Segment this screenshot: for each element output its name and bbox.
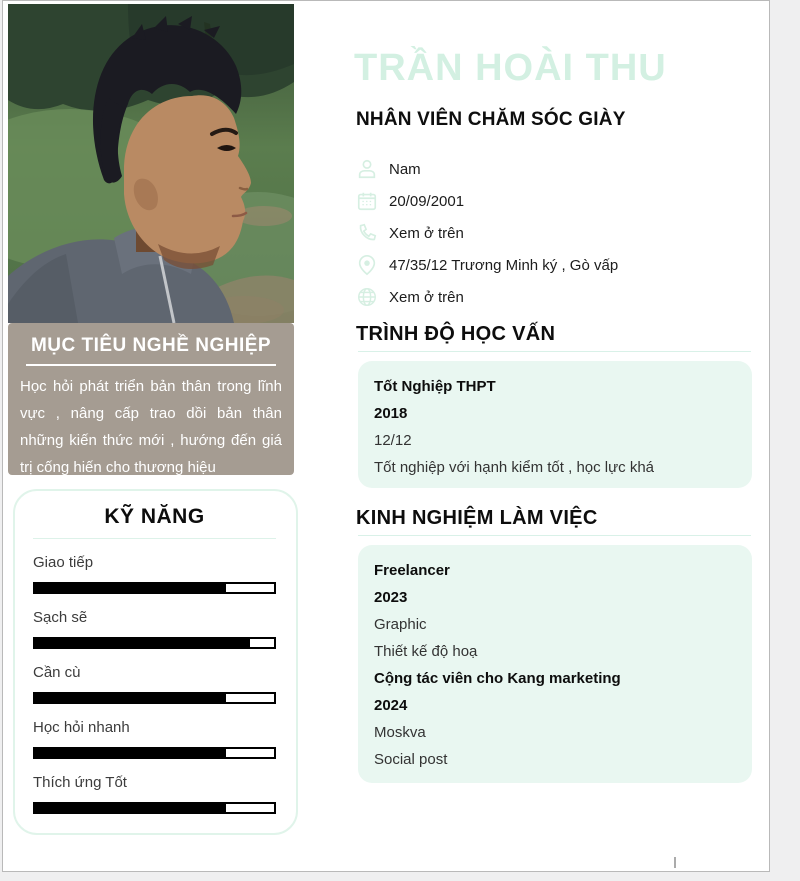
education-divider — [358, 351, 751, 352]
education-note: Tốt nghiệp với hạnh kiểm tốt , học lực khá — [374, 459, 655, 476]
contact-row-gender — [356, 153, 752, 185]
skill-label: Cần cù — [33, 664, 81, 681]
skill-bar — [33, 802, 276, 814]
education-school: Tốt Nghiệp THPT — [374, 378, 496, 395]
experience-heading: KINH NGHIỆM LÀM VIỆC — [356, 507, 598, 529]
skills-divider — [33, 538, 276, 539]
contact-value: 20/09/2001 — [389, 192, 465, 210]
skill-label: Thích ứng Tốt — [33, 774, 127, 791]
objective-title: MỤC TIÊU NGHỀ NGHIỆP — [26, 335, 276, 366]
contact-value: Xem ở trên — [389, 288, 464, 306]
education-card — [358, 361, 752, 488]
contact-value: Xem ở trên — [389, 224, 464, 242]
contact-row-website — [356, 281, 752, 313]
calendar-icon — [356, 190, 378, 212]
skill-label: Học hỏi nhanh — [33, 719, 130, 736]
contact-row-address — [356, 249, 752, 281]
text-cursor — [674, 857, 676, 868]
experience-year: 2023 — [374, 589, 408, 606]
experience-divider — [358, 535, 751, 536]
experience-role: Cộng tác viên cho Kang marketing — [374, 670, 621, 687]
skill-label: Sạch sẽ — [33, 609, 88, 626]
phone-icon — [356, 222, 378, 244]
skill-bar — [33, 692, 276, 704]
education-year: 2018 — [374, 405, 408, 422]
skill-bar — [33, 582, 276, 594]
experience-role: Freelancer — [374, 562, 450, 579]
cv-page — [2, 0, 770, 872]
experience-detail: Social post — [374, 751, 448, 768]
contact-value: Nam — [389, 160, 421, 178]
person-icon — [356, 158, 378, 180]
globe-icon — [356, 286, 378, 308]
skill-row — [33, 554, 276, 594]
education-grade: 12/12 — [374, 432, 412, 449]
skills-title: KỸ NĂNG — [104, 505, 205, 528]
job-title: NHÂN VIÊN CHĂM SÓC GIÀY — [356, 109, 626, 130]
experience-card — [358, 545, 752, 783]
skill-row — [33, 774, 276, 814]
contact-row-phone — [356, 217, 752, 249]
objective-text: Học hỏi phát triển bản thân trong lĩnh vực , nâng cấp trao dồi bản thân những kiến thức mới , hướng đến giá trị cống hiến cho thương hiệu — [20, 378, 282, 476]
skill-row — [33, 664, 276, 704]
skills-section — [13, 489, 298, 835]
skill-label: Giao tiếp — [33, 554, 94, 571]
candidate-name: TRẦN HOÀI THU — [354, 47, 667, 89]
contact-list — [356, 153, 752, 313]
contact-value: 47/35/12 Trương Minh ký , Gò vấp — [389, 256, 619, 274]
location-icon — [356, 254, 378, 276]
skill-row — [33, 719, 276, 759]
profile-photo — [8, 4, 294, 323]
education-heading: TRÌNH ĐỘ HỌC VẤN — [356, 323, 556, 345]
skill-row — [33, 609, 276, 649]
skill-bar — [33, 637, 276, 649]
contact-row-birthdate — [356, 185, 752, 217]
experience-detail: Moskva — [374, 724, 426, 741]
experience-detail: Graphic — [374, 616, 427, 633]
skill-bar — [33, 747, 276, 759]
experience-year: 2024 — [374, 697, 408, 714]
experience-detail: Thiết kế độ hoạ — [374, 643, 478, 660]
objective-section — [8, 323, 294, 475]
